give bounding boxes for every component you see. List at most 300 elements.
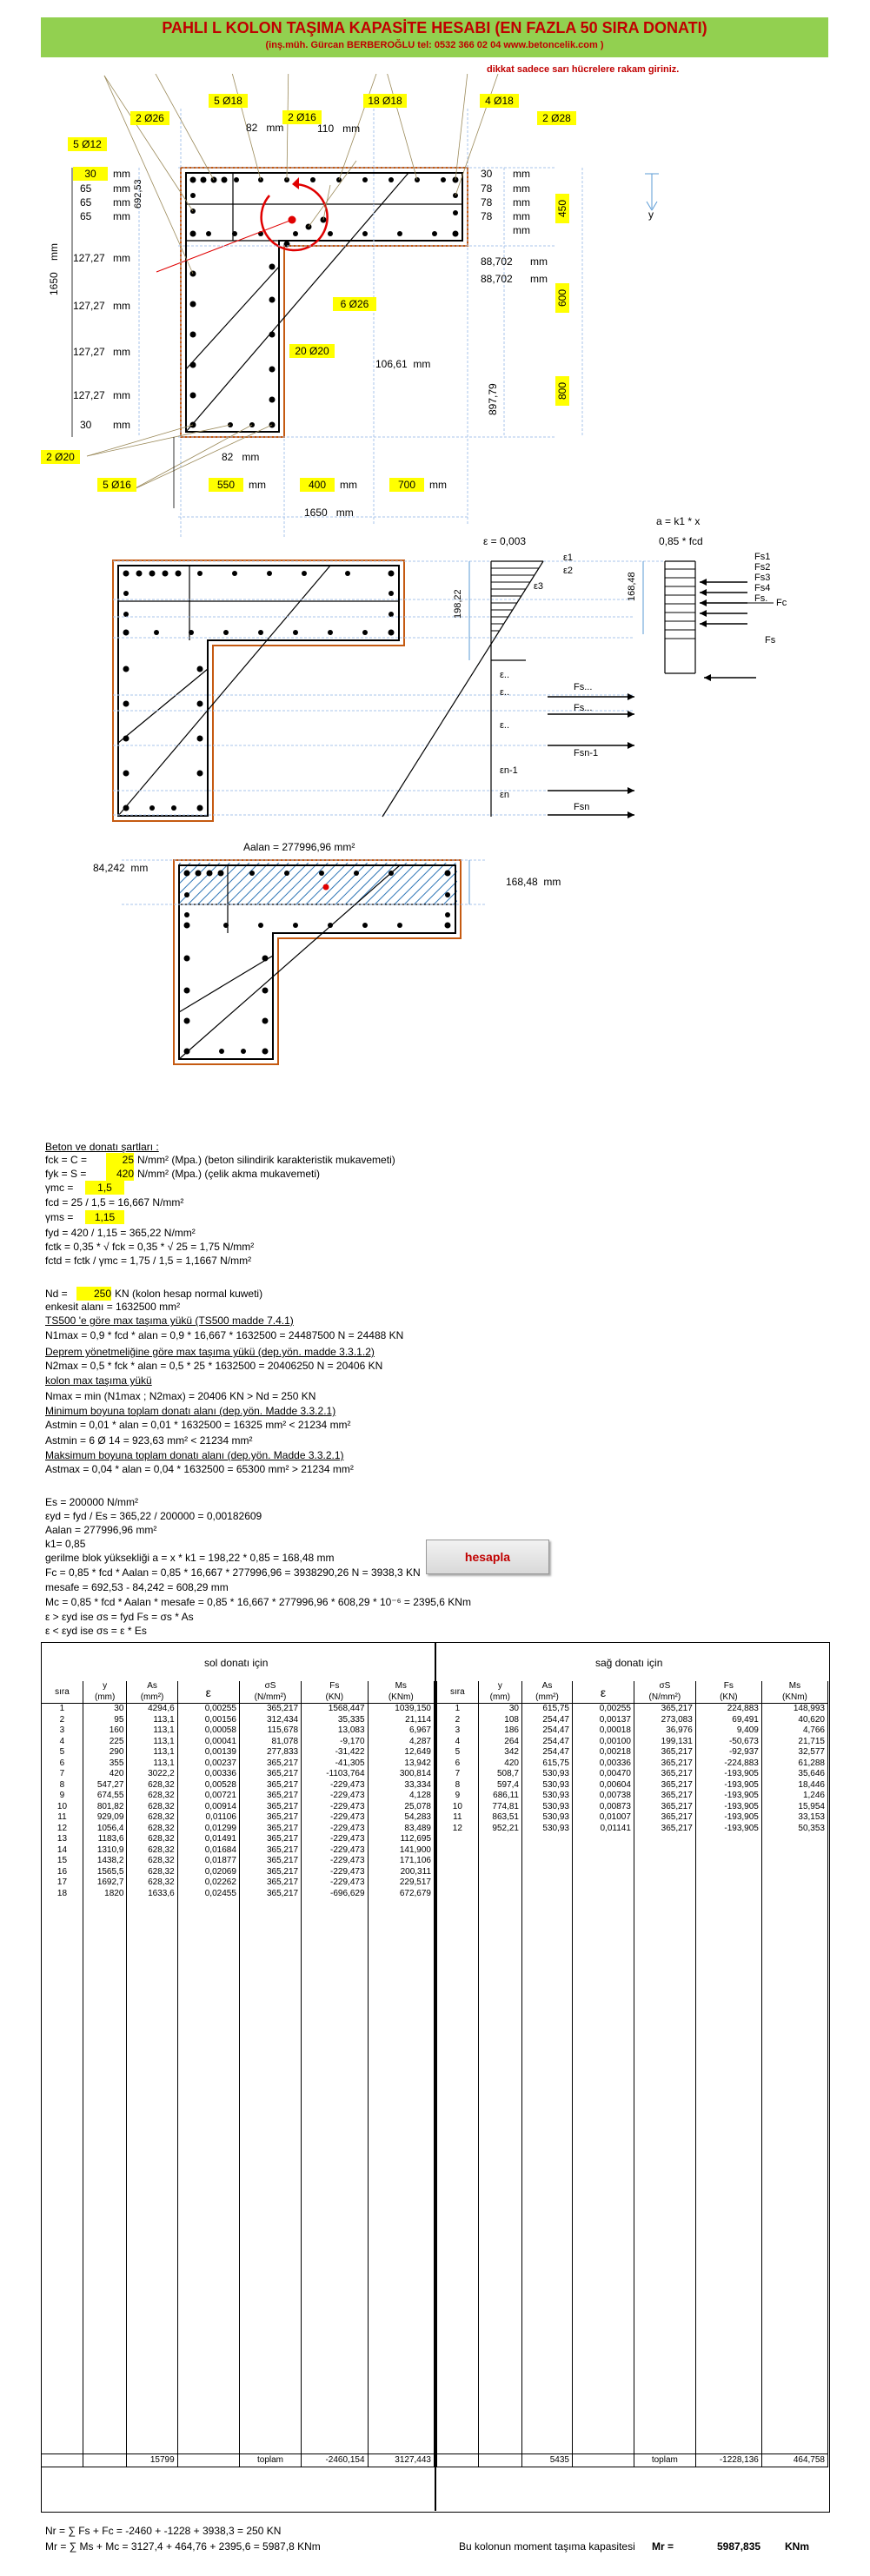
table-cell [695,2041,761,2052]
table-cell: 628,32 [127,1812,177,1824]
table-cell [695,2312,761,2323]
table-cell [127,2203,177,2215]
table-cell [634,2280,695,2291]
table-cell [302,2193,368,2204]
table-cell [42,2388,83,2400]
table-cell: 801,82 [83,1802,127,1813]
fsn-label: Fsn [574,802,590,812]
table-cell: 3 [437,1725,479,1737]
table-cell [478,2030,521,2041]
table-cell [83,2268,127,2280]
table-cell [573,2367,634,2378]
table-cell [127,2312,177,2323]
mm-label: mm [340,479,357,491]
table-cell: 33,334 [368,1780,434,1791]
table-cell: 1565,5 [83,1867,127,1878]
table-cell [302,2323,368,2334]
table-cell [239,2280,301,2291]
aalan-line: Aalan = 277996,96 mm² [45,1524,157,1536]
table-cell [521,2063,572,2074]
table-cell: 13,942 [368,1758,434,1770]
table-cell [761,2355,827,2367]
width-input-550[interactable]: 550 [209,478,243,492]
table-cell [634,2063,695,2074]
table-cell [521,1867,572,1878]
table-row [437,2203,828,2215]
table-cell [368,2334,434,2345]
table-row [437,2160,828,2171]
strain-diagram [0,530,870,825]
fs3-label: Fs3 [754,573,771,583]
dim-82: 82 mm [246,122,284,134]
table-cell [239,2095,301,2106]
table-cell [573,2041,634,2052]
table-cell: 300,814 [368,1769,434,1780]
unit-y: (mm) [478,1692,521,1704]
table-row [437,2301,828,2313]
table-cell [761,2367,827,2378]
table-cell [634,1856,695,1867]
table-cell [42,2280,83,2291]
table-cell [695,1921,761,1932]
table-cell: 12 [437,1824,479,1835]
left-table-caption: sol donatı için [204,1657,269,1669]
table-cell: 229,517 [368,1877,434,1889]
table-cell [761,2258,827,2269]
table-cell [42,1943,83,1954]
bar-label-2-16[interactable]: 2 Ø16 [282,110,322,124]
bar-label-5-12[interactable]: 5 Ø12 [68,137,107,151]
table-cell [573,2215,634,2226]
table-row [437,2182,828,2193]
dim-897: 897,79 [487,383,499,415]
ts500-heading: TS500 'e göre max taşıma yükü (TS500 madde 7.4.1) [45,1314,294,1327]
table-cell: 1438,2 [83,1856,127,1867]
fyk-input[interactable]: 420 [106,1167,134,1181]
table-cell [127,1921,177,1932]
table-cell: 365,217 [239,1769,301,1780]
table-row [42,2128,435,2139]
table-row [437,2290,828,2301]
bar-label-5-18[interactable]: 5 Ø18 [209,94,248,108]
table-cell [478,2268,521,2280]
table-cell: 141,900 [368,1845,434,1857]
table-row [437,1867,828,1878]
table-row [437,2323,828,2334]
table-cell [239,2041,301,2052]
table-cell: 628,32 [127,1824,177,1835]
table-row [42,1997,435,2009]
table-cell [127,1997,177,2009]
table-cell [177,2312,239,2323]
table-cell [521,1877,572,1889]
condition-line-2: ε < εyd ise σs = ε * Es [45,1625,147,1637]
table-cell [437,2019,479,2030]
table-row [437,2030,828,2041]
table-cell: 199,131 [634,1737,695,1748]
a-value: 168,48 [627,572,637,601]
dim-110: 110 mm [317,123,361,135]
nd-input[interactable]: 250 [76,1287,111,1301]
table-cell [42,2171,83,2182]
table-cell [521,1986,572,1997]
fs5-label: Fs. [754,593,768,604]
table-cell: -193,905 [695,1791,761,1802]
bar-label-20-20[interactable]: 20 Ø20 [289,344,335,358]
table-cell [521,2367,572,2378]
table-row [42,1737,435,1748]
table-cell [634,1921,695,1932]
bar-label-4-18[interactable]: 4 Ø18 [480,94,519,108]
table-cell [42,2420,83,2432]
table-cell [478,2128,521,2139]
table-cell [42,2225,83,2236]
bar-label-6-26[interactable]: 6 Ø26 [333,297,376,311]
k1-line: k1= 0,85 [45,1538,86,1550]
table-cell [573,1889,634,1900]
table-cell [127,2116,177,2128]
table-cell [573,2334,634,2345]
table-cell: 365,217 [239,1791,301,1802]
table-cell [478,2203,521,2215]
table-cell [478,2073,521,2084]
table-row [42,1791,435,1802]
table-cell [478,1964,521,1976]
table-cell [695,1867,761,1878]
table-cell [695,2442,761,2453]
table-cell [127,2215,177,2226]
table-cell [239,2063,301,2074]
bar-label-18-18[interactable]: 18 Ø18 [363,94,407,108]
table-cell [437,2367,479,2378]
eyd-line: εyd = fyd / Es = 365,22 / 200000 = 0,00182609 [45,1510,262,1522]
table-cell [521,1899,572,1910]
table-cell: 0,01106 [177,1812,239,1824]
table-cell [437,2116,479,2128]
table-cell [437,2160,479,2171]
table-cell [634,2041,695,2052]
table-cell [634,1986,695,1997]
table-cell [573,2258,634,2269]
table-cell [761,2193,827,2204]
table-cell [521,2203,572,2215]
table-cell [302,2019,368,2030]
table-cell [573,2030,634,2041]
bar-label-2-26[interactable]: 2 Ø26 [130,111,169,125]
table-row [437,2268,828,2280]
table-cell [437,2182,479,2193]
table-cell: 4,766 [761,1725,827,1737]
table-cell [83,2345,127,2356]
mm-label: mm [113,300,130,312]
table-cell [695,2410,761,2421]
table-cell: 83,489 [368,1824,434,1835]
table-cell [302,2355,368,2367]
gamma-mc-input[interactable]: 1,5 [85,1181,124,1195]
table-cell [695,2084,761,2096]
table-cell [42,2355,83,2367]
table-row [437,2073,828,2084]
table-cell [177,2410,239,2421]
table-cell [302,2301,368,2313]
table-cell [695,2301,761,2313]
right-input-800[interactable]: 800 [555,376,569,406]
table-cell [368,2399,434,2410]
table-cell [177,2334,239,2345]
left-spacing-2: 127,27 [73,300,105,312]
table-cell [83,2258,127,2269]
table-cell [83,2420,127,2432]
table-cell [42,1899,83,1910]
table-cell [521,1943,572,1954]
table-cell [368,2301,434,2313]
table-cell [239,1986,301,1997]
total-total-fs: -1228,136 [695,2453,761,2467]
unit-as: (mm²) [521,1692,572,1704]
table-row [42,2051,435,2063]
table-cell [437,2106,479,2117]
table-cell [573,1997,634,2009]
table-cell [42,2247,83,2258]
table-cell [42,2063,83,2074]
table-cell [239,2420,301,2432]
table-cell [761,2334,827,2345]
table-cell [437,2290,479,2301]
table-cell [42,2290,83,2301]
y-axis-label: y [648,209,654,221]
table-cell [368,2290,434,2301]
nr-line: Nr = ∑ Fs + Fc = -2460 + -1228 + 3938,3 = 250 KN [45,2525,282,2537]
table-cell [521,2182,572,2193]
table-cell [239,2030,301,2041]
table-row [42,2280,435,2291]
unit-ms: (KNm) [761,1692,827,1704]
table-cell [573,2171,634,2182]
table-cell: 6 [437,1758,479,1770]
table-cell [521,2399,572,2410]
table-row [437,2084,828,2096]
col-fs: Fs [302,1681,368,1692]
table-row [437,1932,828,1944]
table-cell [177,2138,239,2149]
table-cell [83,1943,127,1954]
table-cell: 952,21 [478,1824,521,1835]
table-row [42,1747,435,1758]
table-cell: 929,09 [83,1812,127,1824]
bar-label-2-28[interactable]: 2 Ø28 [537,111,576,125]
table-cell [478,2323,521,2334]
table-cell: 1 [437,1704,479,1715]
table-row [437,1824,828,1835]
table-cell [239,2225,301,2236]
table-cell: 25,078 [368,1802,434,1813]
table-cell [478,2116,521,2128]
table-cell: 10 [437,1802,479,1813]
right-input-600[interactable]: 600 [555,283,569,313]
table-cell: 15,954 [761,1802,827,1813]
table-cell [177,2268,239,2280]
table-cell: 36,976 [634,1725,695,1737]
table-cell: 9 [437,1791,479,1802]
table-cell [42,1921,83,1932]
table-cell [239,2345,301,2356]
mm-label: mm [530,273,548,285]
fck-input[interactable]: 25 [106,1153,134,1167]
table-row [437,1877,828,1889]
fyk-label: fyk = S = [45,1168,87,1180]
table-cell [634,2258,695,2269]
table-cell [573,2225,634,2236]
table-row [42,2106,435,2117]
table-cell [634,2290,695,2301]
table-cell [478,1845,521,1857]
table-row [437,2280,828,2291]
table-cell [634,2215,695,2226]
table-cell [302,2051,368,2063]
table-row [437,2051,828,2063]
bar-label-2-20[interactable]: 2 Ø20 [41,450,80,464]
table-cell [302,2399,368,2410]
table-cell: 365,217 [239,1824,301,1835]
hesapla-button[interactable]: hesapla [426,1540,549,1574]
table-cell [127,1932,177,1944]
table-cell [478,2442,521,2453]
left-dim-input-30[interactable]: 30 [73,167,108,181]
table-cell [521,2432,572,2443]
table-cell: 113,1 [127,1715,177,1726]
dim-692: 692,53 [133,179,143,209]
table-cell: 81,078 [239,1737,301,1748]
table-cell [634,1932,695,1944]
width-input-700[interactable]: 700 [389,478,424,492]
table-cell [695,2193,761,2204]
table-cell [761,2399,827,2410]
eps-row-3: ε.. [500,720,510,731]
table-cell [478,1986,521,1997]
width-input-400[interactable]: 400 [300,478,335,492]
table-cell [302,1921,368,1932]
table-row [437,1737,828,1748]
table-cell [521,2442,572,2453]
table-cell [521,1976,572,1987]
table-cell: 21,715 [761,1737,827,1748]
table-cell [761,2128,827,2139]
table-cell: 1039,150 [368,1704,434,1715]
table-cell: 14 [42,1845,83,1857]
table-cell [478,2301,521,2313]
table-cell [302,1976,368,1987]
table-cell [695,2355,761,2367]
table-cell: 95 [83,1715,127,1726]
table-cell [437,1954,479,1965]
es-line: Es = 200000 N/mm² [45,1496,139,1508]
right-input-450[interactable]: 450 [555,194,569,223]
table-cell [83,2193,127,2204]
bar-label-5-16[interactable]: 5 Ø16 [97,478,136,492]
table-cell [573,2312,634,2323]
x-value: 198,22 [453,589,463,619]
table-row [437,1997,828,2009]
table-cell [761,2323,827,2334]
table-cell [521,2041,572,2052]
table-cell [177,2149,239,2161]
table-row [42,2399,435,2410]
table-cell [239,2377,301,2388]
table-cell: 50,353 [761,1824,827,1835]
table-cell: 186 [478,1725,521,1737]
table-cell [302,2258,368,2269]
unit-fs: (KN) [695,1692,761,1704]
table-row [437,2334,828,2345]
table-cell [368,2345,434,2356]
table-cell [521,2051,572,2063]
gamma-mc-label: γmc = [45,1182,74,1194]
table-cell [42,1910,83,1922]
table-cell: 254,47 [521,1747,572,1758]
table-row [42,1802,435,1813]
table-cell: 0,02262 [177,1877,239,1889]
gamma-ms-input[interactable]: 1,15 [85,1210,124,1224]
table-cell: -229,473 [302,1802,368,1813]
table-cell [761,1943,827,1954]
table-cell [127,1964,177,1976]
table-cell [83,2301,127,2313]
table-cell: -229,473 [302,1780,368,1791]
table-row [437,2399,828,2410]
table-cell: 0,01684 [177,1845,239,1857]
table-cell: 0,00255 [573,1704,634,1715]
table-cell: -92,937 [695,1747,761,1758]
table-cell: 365,217 [239,1758,301,1770]
dim-88-b: 88,702 [481,273,513,285]
table-cell [302,2084,368,2096]
table-cell [368,2432,434,2443]
right-dim-78b: 78 [481,196,493,209]
table-cell [761,1986,827,1997]
table-cell [368,1986,434,1997]
table-cell: 0,00237 [177,1758,239,1770]
table-cell [761,2388,827,2400]
table-cell: 0,00528 [177,1780,239,1791]
table-cell [695,2247,761,2258]
table-cell [127,2268,177,2280]
table-cell [239,2051,301,2063]
table-cell [239,1943,301,1954]
fs2-label: Fs2 [754,562,771,573]
table-cell [437,2388,479,2400]
table-cell [478,2432,521,2443]
table-cell: 69,491 [695,1715,761,1726]
table-cell: 0,00139 [177,1747,239,1758]
table-row [42,1856,435,1867]
table-cell: 11 [42,1812,83,1824]
table-cell [42,2442,83,2453]
table-cell [177,2171,239,2182]
table-cell: 18 [42,1889,83,1900]
table-cell: 21,114 [368,1715,434,1726]
table-row [437,1725,828,1737]
table-cell [42,2453,83,2467]
table-cell [437,2355,479,2367]
table-cell [368,1954,434,1965]
table-cell: -9,170 [302,1737,368,1748]
table-cell [521,2334,572,2345]
table-cell [302,2388,368,2400]
warning-note: dikkat sadece sarı hücrelere rakam giriniz. [487,64,680,75]
table-cell: 61,288 [761,1758,827,1770]
table-cell: 530,93 [521,1780,572,1791]
table-row [437,1889,828,1900]
